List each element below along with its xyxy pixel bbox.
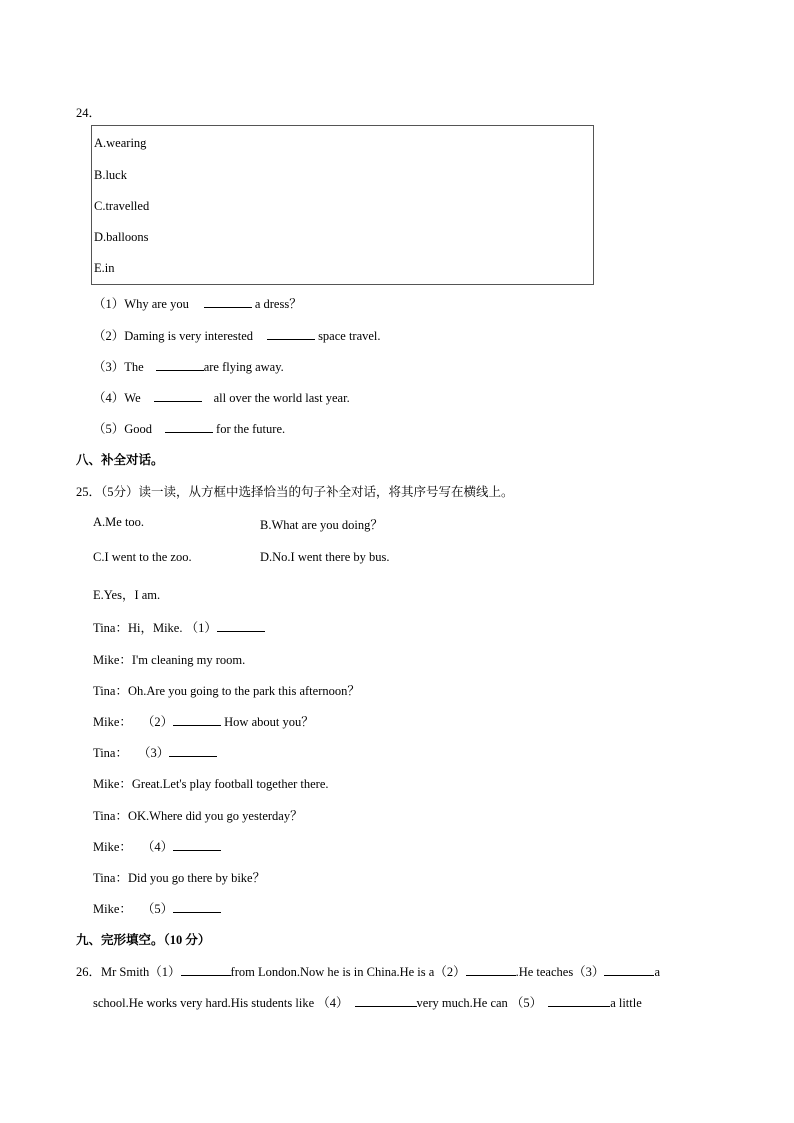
passage-text: .He teaches（3）	[515, 965, 605, 979]
passage-text: school.He works very hard.His students like （4）	[93, 996, 349, 1010]
speaker-label: Tina：	[93, 621, 128, 635]
speaker-label: Tina：	[93, 871, 128, 885]
q24-item-1	[93, 294, 302, 312]
dialogue-text: （3）	[137, 746, 170, 760]
dialogue-line-8	[93, 837, 221, 855]
item-text-before: Good	[124, 422, 153, 436]
passage-text: from London.Now he is in China.He is a（2）	[230, 965, 466, 979]
item-text-before: Why are you	[124, 297, 189, 311]
item-text-after: space travel.	[318, 329, 381, 343]
item-text-before: The	[124, 360, 144, 374]
dialogue-text: （5）	[141, 902, 174, 916]
dialogue-text-after: How about you？	[224, 715, 314, 729]
section-eight-title: 八、补全对话。	[76, 453, 164, 467]
passage-text: a little	[610, 996, 642, 1010]
word-option-a: A.wearing	[94, 136, 147, 150]
item-number: （1）	[93, 297, 125, 311]
dialogue-text: I'm cleaning my room.	[131, 653, 246, 667]
dialogue-line-7	[93, 806, 303, 824]
answer-blank[interactable]	[355, 994, 417, 1007]
dialogue-line-1	[93, 618, 265, 636]
answer-blank[interactable]	[173, 900, 221, 913]
dialogue-option-a: A.Me too.	[93, 515, 145, 529]
speaker-label: Tina：	[93, 746, 128, 760]
item-number: （4）	[93, 391, 125, 405]
dialogue-text: Oh.Are you going to the park this afternoon？	[127, 684, 360, 698]
word-bank-box	[91, 125, 594, 285]
speaker-label: Mike：	[93, 715, 132, 729]
dialogue-text: （4）	[141, 840, 174, 854]
word-option-e: E.in	[94, 261, 115, 275]
answer-blank[interactable]	[165, 420, 213, 433]
word-option-c: C.travelled	[94, 199, 150, 213]
answer-blank[interactable]	[173, 713, 221, 726]
item-text-after: a dress？	[254, 297, 302, 311]
speaker-label: Tina：	[93, 684, 128, 698]
speaker-label: Mike：	[93, 902, 132, 916]
speaker-label: Mike：	[93, 840, 132, 854]
item-text-before: We	[124, 391, 141, 405]
dialogue-line-6	[93, 774, 329, 792]
answer-blank[interactable]	[604, 963, 654, 976]
passage-text: a	[654, 965, 660, 979]
dialogue-line-3	[93, 681, 360, 699]
speaker-label: Mike：	[93, 777, 132, 791]
word-option-b: B.luck	[94, 168, 127, 182]
dialogue-text: OK.Where did you go yesterday？	[127, 809, 303, 823]
dialogue-text: Hi，Mike. （1）	[127, 621, 217, 635]
item-text-before: Daming is very interested	[124, 329, 254, 343]
passage-text: 26．Mr Smith（1）	[76, 965, 181, 979]
section-nine-title: 九、完形填空。（10 分）	[76, 933, 211, 947]
dialogue-option-d: D.No.I went there by bus.	[260, 550, 390, 564]
item-text-after: are flying away.	[203, 360, 284, 374]
dialogue-text: Great.Let's play football together there.	[131, 777, 329, 791]
dialogue-line-10	[93, 899, 221, 917]
q24-item-3	[93, 357, 284, 375]
answer-blank[interactable]	[217, 619, 265, 632]
answer-blank[interactable]	[548, 994, 610, 1007]
q26-line-2	[93, 993, 642, 1011]
dialogue-text: Did you go there by bike？	[127, 871, 266, 885]
item-text-after: all over the world last year.	[213, 391, 350, 405]
speaker-label: Mike：	[93, 653, 132, 667]
item-number: （5）	[93, 422, 125, 436]
q24-item-2	[93, 326, 381, 344]
speaker-label: Tina：	[93, 809, 128, 823]
answer-blank[interactable]	[156, 358, 204, 371]
q26-line-1	[76, 962, 660, 980]
dialogue-line-5	[93, 743, 217, 761]
dialogue-line-2	[93, 650, 245, 668]
answer-blank[interactable]	[154, 389, 202, 402]
answer-blank[interactable]	[173, 838, 221, 851]
dialogue-line-4	[93, 712, 314, 730]
passage-text: very much.He can （5）	[416, 996, 543, 1010]
answer-blank[interactable]	[267, 327, 315, 340]
dialogue-option-e: E.Yes，I am.	[93, 588, 161, 602]
item-text-after: for the future.	[216, 422, 286, 436]
q24-item-5	[93, 419, 285, 437]
dialogue-option-b: B.What are you doing？	[260, 518, 383, 532]
answer-blank[interactable]	[181, 963, 231, 976]
item-number: （3）	[93, 360, 125, 374]
answer-blank[interactable]	[466, 963, 516, 976]
question-number-24: 24．	[76, 106, 102, 120]
dialogue-line-9	[93, 868, 265, 886]
dialogue-text: （2）	[141, 715, 174, 729]
answer-blank[interactable]	[169, 744, 217, 757]
q24-item-4	[93, 388, 350, 406]
word-option-d: D.balloons	[94, 230, 149, 244]
question-25-instruction: 25．（5分）读一读，从方框中选择恰当的句子补全对话，将其序号写在横线上。	[76, 485, 514, 499]
answer-blank[interactable]	[204, 295, 252, 308]
item-number: （2）	[93, 329, 125, 343]
dialogue-option-c: C.I went to the zoo.	[93, 550, 192, 564]
